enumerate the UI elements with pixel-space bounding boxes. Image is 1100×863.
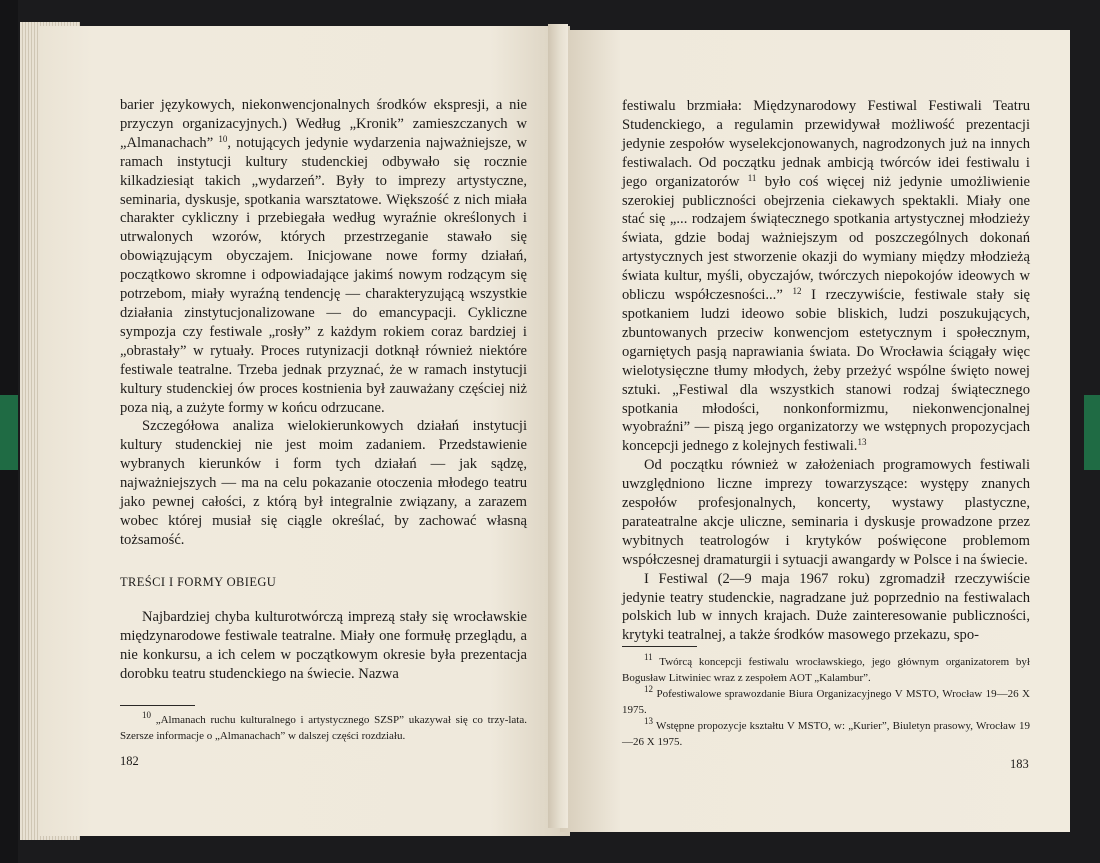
right-footnotes bbox=[622, 654, 1030, 750]
left-page-body bbox=[120, 96, 527, 550]
page-number-right: 183 bbox=[1010, 757, 1029, 771]
footnote-number: 11 bbox=[644, 652, 653, 662]
paragraph bbox=[120, 96, 527, 417]
footnote-text: „Almanach ruchu kulturalnego i artystycznego SZSP” ukazywał się co trzy-lata. Szersze informacje o „Almanachach” w dalszej części rozdziału. bbox=[120, 714, 527, 742]
paragraph: Od początku również w założeniach programowych festiwali uwzględniono liczne imprezy towarzyszące: występy znanych zespołów profesjonalnych, koncerty, wystawy plastyczne, parateatralne akcje uliczne, seminaria i dyskusje prowadzone przez wybitnych teatrologów i krytyków poświęcone problemom współczesnej dramaturgii i sytuacji awangardy w Polsce i na świecie. bbox=[622, 457, 1030, 568]
footnote-text: Wstępne propozycje kształtu V MSTO, w: „Kurier”, Biuletyn prasowy, Wrocław 19—26 X 1975. bbox=[622, 720, 1030, 748]
footnote bbox=[622, 686, 1030, 718]
footnote-ref: 13 bbox=[857, 437, 867, 448]
green-tab-right bbox=[1084, 395, 1100, 470]
paragraph bbox=[622, 97, 1030, 456]
paragraph: Najbardziej chyba kulturotwórczą imprezą stały się wrocławskie międzynarodowe festiwale teatralne. Miały one formułę przeglądu, a nie konkursu, a ich celem w początkowym okresie była prezentacja dorobku teatru studenckiego na świecie. Nazwa bbox=[120, 609, 527, 682]
footnote-number: 10 bbox=[142, 710, 151, 720]
left-page-body-2 bbox=[120, 608, 527, 684]
footnote-number: 13 bbox=[644, 716, 653, 726]
paragraph: I Festiwal (2—9 maja 1967 roku) zgromadził rzeczywiście jedynie teatry studenckie, nagradzane już poprzednio na festiwalach polskich lub w innych krajach. Duże zainteresowanie publiczności, krytyki teatralnej, a także środków masowego przekazu, spo- bbox=[622, 570, 1030, 644]
footnote-divider bbox=[120, 705, 195, 706]
footnote bbox=[622, 654, 1030, 686]
footnote bbox=[622, 718, 1030, 750]
paragraph-text: było coś więcej niż jedynie umożliwienie szerokiej publiczności obejrzenia ciekawych spektakli. Miały one stać się „... rodzajem świątecznego spotkania artystycznej młodzieży świata, gdzie bodaj ważniejszym od poszczególnych dokonań artystycznych jest stworzenie okazji do wymiany między młodzieżą świata kultur, myśli, obyczajów, twórczych niepokojów ideowych w obliczu współczesności...” bbox=[622, 173, 1030, 304]
left-footnotes bbox=[120, 712, 527, 744]
book-gutter bbox=[548, 24, 568, 828]
footnote-divider bbox=[622, 646, 697, 647]
footnote bbox=[120, 712, 527, 744]
right-page-body bbox=[622, 97, 1030, 645]
paragraph: Szczegółowa analiza wielokierunkowych działań instytucji kultury studenckiej nie jest moim zadaniem. Przedstawienie wybranych kierunków i form tych działań — jak sądzę, najważniejszych — ma na celu pokazanie otoczenia młodego teatru jako pewnej całości, z którą był integralnie związany, a zarazem wobec której musiał się ciągle określać, by zachować własną tożsamość. bbox=[120, 418, 527, 548]
section-heading: TREŚCI I FORMY OBIEGU bbox=[120, 575, 277, 589]
green-tab-left bbox=[0, 395, 18, 470]
paragraph-text: festiwalu brzmiała: Międzynarodowy Festiwal Festiwali Teatru Studenckiego, a regulamin przewidywał możliwość prezentacji jedynie zespołów wyselekcjonowanych, nagrodzonych już na innych festiwalach. Od początku jednak ambicją twórców idei festiwalu i jego organizatorów bbox=[622, 98, 1030, 190]
footnote-text: Twórcą koncepcji festiwalu wrocławskiego, jego głównym organizatorem był Bogusław Litwiniec wraz z zespołem AOT „Kalambur”. bbox=[622, 656, 1030, 684]
paragraph-text: , notujących jedynie wydarzenia najważniejsze, w ramach instytucji kultury studenckiej odbywało się rocznie kilkadziesiąt takich „wydarzeń”. Były to imprezy artystyczne, seminaria, dyskusje, spotkania warsztatowe. Większość z nich miała charakter cykliczny i przebiegała według wyraźnie określonych i utrwalonych wzorów, których przestrzeganie stawało się obowiązującym obyczajem. Inicjowane nowe formy działań, początkowo skromne i odpowiadające jakimś nowym rodzącym się potrzebom, miały wyraźną tendencję — charakteryzującą wszystkie działania zinstytucjonalizowane — do emancypacji. Cykliczne sympozja czy festiwale „rosły” z każdym rokiem coraz bardziej i „obrastały” w rytuały. Proces rutynizacji dotknął również niektóre festiwale teatralne. Trzeba jednak przyznać, że w ramach instytucji kultury studenckiej ów proces kostnienia był zauważany częściej niż poza nią, a zużyte formy w końcu odrzucane. bbox=[120, 134, 528, 416]
footnote-ref: 10 bbox=[218, 133, 228, 144]
footnote-text: Pofestiwalowe sprawozdanie Biura Organizacyjnego V MSTO, Wrocław 19—26 X 1975. bbox=[622, 688, 1031, 716]
footnote-number: 12 bbox=[644, 684, 653, 694]
page-number-left: 182 bbox=[120, 754, 139, 768]
footnote-ref: 12 bbox=[792, 286, 802, 297]
footnote-ref: 11 bbox=[747, 172, 757, 183]
paragraph-text: barier językowych, niekonwencjonalnych środków ekspresji, a nie przyczyn organizacyjnych.) Według „Kronik” zamieszczanych w „Almanachach” bbox=[120, 97, 527, 151]
paragraph-text: I rzeczywiście, festiwale stały się spotkaniem ludzi ideowo sobie bliskich, ludzi poszukujących, zbuntowanych przeciw konwencjom estetycznym i społecznym, ogarniętych pasją naprawiania świata. Do Wrocławia ściągały więc wielotysięczne tłumy młodych, żeby przeżyć wspólne święto nowej sztuki. „Festiwal dla wszystkich stanowi rodzaj świątecznego spotkania młodości, nonkonformizmu, niekonwencjonalnej wyobraźni” — piszą jego organizatorzy we wstępnych propozycjach koncepcji jednego z kolejnych festiwali. bbox=[622, 287, 1030, 455]
